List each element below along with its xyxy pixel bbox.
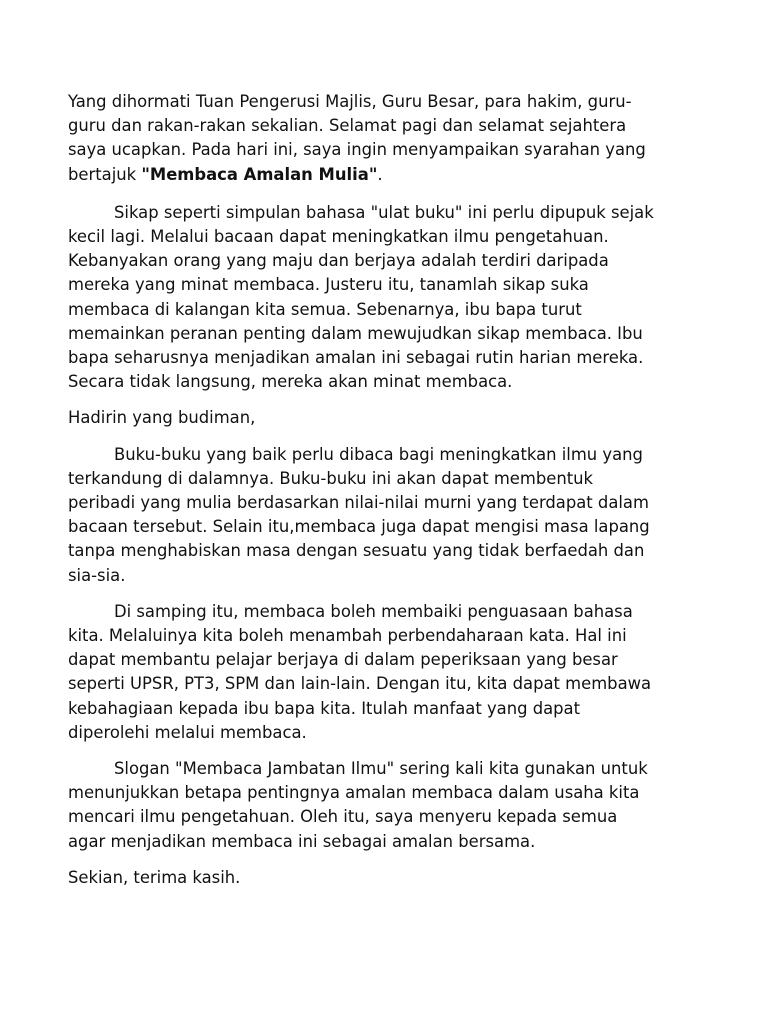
body-paragraph-3	[68, 600, 700, 745]
text-line: memainkan peranan penting dalam mewujudkan sikap membaca. Ibu	[68, 323, 643, 343]
greeting-text: Hadirin yang budiman,	[68, 408, 256, 428]
text-line: peribadi yang mulia berdasarkan nilai-nilai murni yang terdapat dalam	[68, 493, 649, 513]
text-line: Kebanyakan orang yang maju dan berjaya adalah terdiri daripada	[68, 251, 609, 271]
text-line: Di samping itu, membaca boleh membaiki penguasaan bahasa	[114, 601, 633, 621]
text-line: dapat membantu pelajar berjaya di dalam peperiksaan yang besar	[68, 650, 618, 670]
text-line: mereka yang minat membaca. Justeru itu, tanamlah sikap suka	[68, 275, 589, 295]
text-line: kebahagiaan kepada ibu bapa kita. Itulah manfaat yang dapat	[68, 698, 581, 718]
opening-paragraph	[68, 90, 700, 187]
text-line: kita. Melaluinya kita boleh menambah perbendaharaan kata. Hal ini	[68, 626, 627, 646]
body-paragraph-1	[68, 201, 700, 395]
opening-line: saya ucapkan. Pada hari ini, saya ingin menyampaikan syarahan yang	[68, 140, 646, 160]
text-line: sia-sia.	[68, 565, 126, 585]
text-line: terkandung di dalamnya. Buku-buku ini akan dapat membentuk	[68, 468, 594, 488]
text-line: menunjukkan betapa pentingnya amalan membaca dalam usaha kita	[68, 783, 640, 803]
opening-line-suffix: .	[377, 164, 383, 184]
text-line: Sikap seperti simpulan bahasa "ulat buku" ini perlu dipupuk sejak	[114, 202, 654, 222]
greeting-paragraph	[68, 406, 700, 430]
text-line: Secara tidak langsung, mereka akan minat membaca.	[68, 372, 513, 392]
text-line: agar menjadikan membaca ini sebagai amalan bersama.	[68, 831, 536, 851]
text-line: Slogan "Membaca Jambatan Ilmu" sering kali kita gunakan untuk	[114, 759, 648, 779]
document-page	[68, 90, 700, 902]
opening-line: Yang dihormati Tuan Pengerusi Majlis, Guru Besar, para hakim, guru-	[68, 92, 632, 111]
text-line: bapa seharusnya menjadikan amalan ini sebagai rutin harian mereka.	[68, 348, 644, 368]
body-paragraph-2	[68, 443, 700, 588]
speech-title: "Membaca Amalan Mulia"	[141, 164, 378, 184]
text-line: kecil lagi. Melalui bacaan dapat meningkatkan ilmu pengetahuan.	[68, 227, 609, 247]
text-line: seperti UPSR, PT3, SPM dan lain-lain. Dengan itu, kita dapat membawa	[68, 674, 652, 694]
body-paragraph-4	[68, 757, 700, 854]
text-line: tanpa menghabiskan masa dengan sesuatu yang tidak berfaedah dan	[68, 541, 645, 561]
opening-line: guru dan rakan-rakan sekalian. Selamat pagi dan selamat sejahtera	[68, 116, 627, 136]
text-line: Buku-buku yang baik perlu dibaca bagi meningkatkan ilmu yang	[114, 444, 643, 464]
opening-line-prefix: bertajuk	[68, 164, 142, 184]
closing-text: Sekian, terima kasih.	[68, 867, 241, 887]
closing-paragraph	[68, 866, 700, 890]
text-line: bacaan tersebut. Selain itu,membaca juga dapat mengisi masa lapang	[68, 517, 650, 537]
text-line: diperolehi melalui membaca.	[68, 722, 307, 742]
text-line: membaca di kalangan kita semua. Sebenarnya, ibu bapa turut	[68, 299, 582, 319]
text-line: mencari ilmu pengetahuan. Oleh itu, saya menyeru kepada semua	[68, 807, 618, 827]
